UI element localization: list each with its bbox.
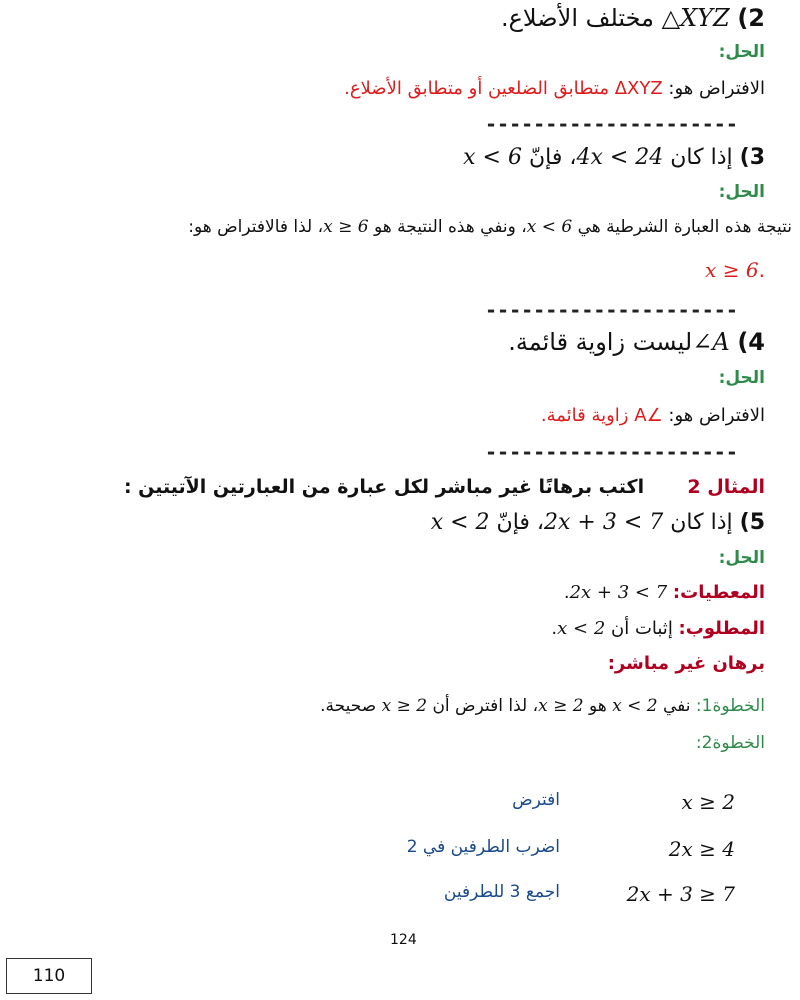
math: x ≥ 6 (323, 217, 369, 237)
q4-assumption (541, 405, 765, 426)
assumption-value: ∠A زاوية قائمة. (540, 405, 663, 426)
question-text: إذا كان (663, 510, 740, 535)
question-text: مختلف الأضلاع. (500, 4, 662, 32)
step-2 (696, 733, 765, 753)
solution-label-text: الحل: (718, 42, 765, 62)
explanation-text: ، ونفي هذه النتيجة هو (368, 217, 527, 237)
step-label: الخطوة1: (695, 696, 765, 716)
step-1 (320, 696, 765, 716)
required-text: إثبات أن (605, 618, 679, 639)
book-page-box: 110 (6, 958, 92, 994)
explanation-text: نتيجة هذه العبارة الشرطية هي (572, 217, 792, 237)
step-text: صحيحة. (320, 696, 382, 716)
solution-label (719, 368, 765, 388)
proof-expression: 2x + 3 ≥ 7 (626, 882, 735, 906)
inequality: 4x < 24 (576, 145, 664, 170)
separator-text: --------------------- (485, 112, 738, 136)
question-4 (508, 328, 765, 356)
separator (485, 112, 738, 136)
step-text: ، لذا افترض أن (427, 696, 539, 716)
angle-a: ∠A (692, 328, 730, 356)
required-label: المطلوب: (678, 618, 765, 639)
assumption-prefix: الافتراض هو: (662, 78, 765, 99)
proof-reason: اضرب الطرفين في 2 (406, 837, 560, 857)
proof-reason: افترض (512, 790, 560, 810)
solution-label-text: الحل: (718, 368, 765, 388)
explanation-text: ، لذا فالافتراض هو: (188, 217, 324, 237)
required: المطلوب: إثبات أن x < 2. (551, 618, 765, 639)
indirect-proof-text: برهان غير مباشر: (607, 653, 765, 674)
question-number: 3) (739, 145, 765, 170)
question-text: ، فإنّ (521, 145, 577, 170)
proof-expression: 2x ≥ 4 (668, 837, 735, 861)
example-label: المثال 2 (687, 476, 765, 498)
indirect-proof-heading (608, 653, 765, 674)
assumption-value: ΔXYZ متطابق الضلعين أو متطابق الأضلاع. (344, 78, 663, 99)
given-label: المعطيات: (672, 582, 765, 603)
solution-label (719, 548, 765, 568)
math: x < 6 (526, 217, 573, 237)
solution-label-text: الحل: (718, 182, 765, 202)
separator (485, 440, 738, 464)
step-label: الخطوة2: (695, 733, 765, 753)
question-3 (463, 145, 765, 170)
triangle-xyz: △XYZ (661, 4, 730, 32)
inequality: x < 2 (430, 510, 490, 535)
question-text: إذا كان (663, 145, 740, 170)
page-number: 124 (390, 932, 417, 948)
question-number: 5) (739, 510, 765, 535)
q3-explanation (188, 217, 792, 237)
solution-label (719, 42, 765, 62)
separator (485, 298, 738, 322)
example-2-header (124, 476, 765, 498)
given: المعطيات: 2x + 3 < 7. (563, 582, 765, 603)
question-number: 4) (737, 328, 765, 356)
q3-result: .x ≥ 6 (705, 258, 765, 282)
separator-text: --------------------- (485, 440, 738, 464)
question-number: 2) (737, 4, 765, 32)
step-text: نفي (657, 696, 696, 716)
solution-label-text: الحل: (718, 548, 765, 568)
required-value: x < 2 (557, 618, 606, 639)
inequality: x < 6 (463, 145, 522, 170)
result-value: x ≥ 6 (705, 258, 759, 282)
assumption-prefix: الافتراض هو: (662, 405, 765, 426)
inequality: 2x + 3 < 7 (544, 510, 664, 535)
example-text: اكتب برهانًا غير مباشر لكل عبارة من العبارتين الآتيتين : (123, 476, 645, 498)
separator-text: --------------------- (485, 298, 738, 322)
given-value: 2x + 3 < 7 (569, 582, 668, 603)
solution-label (719, 182, 765, 202)
math: x < 2 (612, 696, 658, 716)
question-2 (501, 4, 765, 32)
q2-assumption (344, 78, 765, 99)
question-text: ليست زاوية قائمة. (508, 328, 693, 356)
question-5 (431, 510, 765, 535)
proof-reason: اجمع 3 للطرفين (443, 882, 560, 902)
math: x ≥ 2 (538, 696, 584, 716)
math: x ≥ 2 (381, 696, 428, 716)
proof-expression: x ≥ 2 (681, 790, 735, 814)
step-text: هو (583, 696, 613, 716)
question-text: ، فإنّ (489, 510, 545, 535)
